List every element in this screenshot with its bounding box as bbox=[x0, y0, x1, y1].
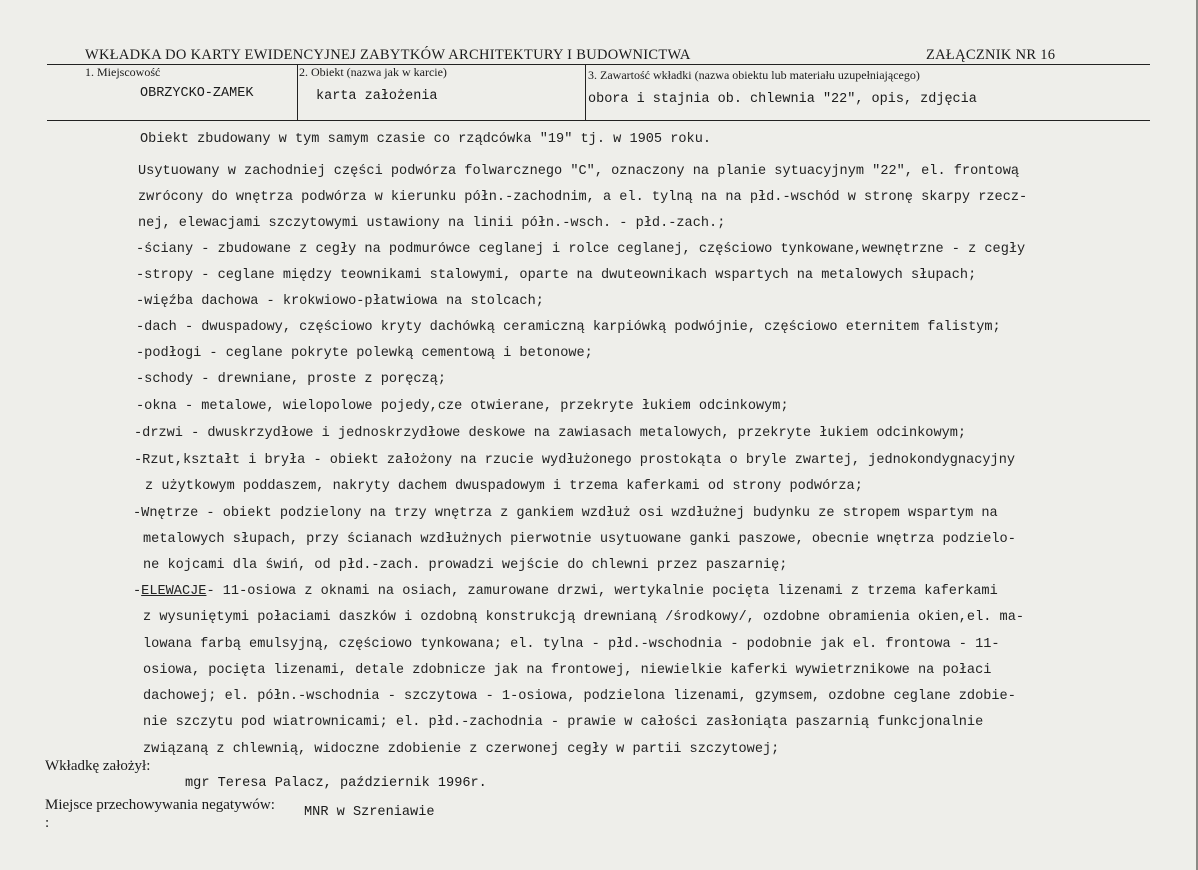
body-line: lowana farbą emulsyjną, częściowo tynkowana; el. tylna - płd.-wschodnia - podobnie jak el. frontowa - 11- bbox=[143, 637, 1000, 652]
body-line: z wysuniętymi połaciami daszków i ozdobną konstrukcją drewnianą /środkowy/, ozdobne obramienia okien,el. ma- bbox=[143, 610, 1025, 625]
object-label: 2. Obiekt (nazwa jak w karcie) bbox=[299, 65, 447, 79]
body-line: metalowych słupach, przy ścianach wzdłużnych pierwotnie usytuowane ganki paszowe, obecnie wnętrza podzielo- bbox=[143, 532, 1016, 547]
column-divider-1 bbox=[297, 64, 298, 120]
margin-mark: : bbox=[45, 815, 50, 831]
body-line: -dach - dwuspadowy, częściowo kryty dachówką ceramiczną karpiówką podwójnie, częściowo eternitem falistym; bbox=[136, 320, 1001, 335]
body-line: nej, elewacjami szczytowymi ustawiony na linii półn.-wsch. - płd.-zach.; bbox=[138, 216, 726, 231]
body-line: -drzwi - dwuskrzydłowe i jednoskrzydłowe deskowe na zawiasach metalowych, przekryte łukiem odcinkowym; bbox=[134, 426, 967, 441]
header-top-rule bbox=[47, 64, 1150, 65]
body-line: dachowej; el. półn.-wschodnia - szczytowa - 1-osiowa, podzielona lizenami, gzymsem, ozdobne ceglane zdobie- bbox=[143, 689, 1016, 704]
body-line: Usytuowany w zachodniej części podwórza folwarcznego "C", oznaczony na planie sytuacyjnym "22", el. frontową bbox=[138, 164, 1020, 179]
body-line: -okna - metalowe, wielopolowe pojedy,cze otwierane, przekryte łukiem odcinkowym; bbox=[136, 399, 789, 414]
content-value: obora i stajnia ob. chlewnia "22", opis, zdjęcia bbox=[588, 92, 977, 107]
body-line: -stropy - ceglane między teownikami stalowymi, oparte na dwuteownikach wspartych na metalowych słupach; bbox=[136, 268, 977, 283]
header-bottom-rule bbox=[47, 120, 1150, 121]
body-line: zwrócony do wnętrza podwórza w kierunku półn.-zachodnim, a el. tylną na na płd.-wschód w stronę skarpy rzecz- bbox=[138, 190, 1028, 205]
elevations-text: - 11-osiowa z oknami na osiach, zamurowane drzwi, wertykalnie pocięta lizenami z trzema kaferkami bbox=[206, 584, 998, 599]
locality-value: OBRZYCKO-ZAMEK bbox=[140, 86, 254, 101]
elevations-prefix: - bbox=[133, 584, 142, 599]
body-line: -Rzut,kształt i bryła - obiekt założony na rzucie wydłużonego prostokąta o bryle zwartej, jednokondygnacyjny bbox=[134, 453, 1016, 468]
body-line: ne kojcami dla świń, od płd.-zach. prowadzi wejście do chlewni przez paszarnię; bbox=[143, 558, 788, 573]
annex-number: ZAŁĄCZNIK NR 16 bbox=[926, 47, 1056, 63]
content-label: 3. Zawartość wkładki (nazwa obiektu lub materiału uzupełniającego) bbox=[588, 68, 920, 82]
body-line: -podłogi - ceglane pokryte polewką cementową i betonowe; bbox=[136, 346, 593, 361]
card-title: WKŁADKA DO KARTY EWIDENCYJNEJ ZABYTKÓW ARCHITEKTURY I BUDOWNICTWA bbox=[85, 47, 691, 63]
author-label: Wkładkę założył: bbox=[45, 758, 151, 774]
object-value: karta założenia bbox=[316, 89, 438, 104]
locality-label: 1. Miejscowość bbox=[85, 65, 161, 79]
elevations-line bbox=[133, 584, 998, 599]
body-line: z użytkowym poddaszem, nakryty dachem dwuspadowym i trzema kaferkami od strony podwórza; bbox=[145, 479, 863, 494]
body-line: -Wnętrze - obiekt podzielony na trzy wnętrza z gankiem wzdłuż osi wzdłużnej budynku ze stropem wspartym na bbox=[133, 506, 998, 521]
negatives-value: MNR w Szreniawie bbox=[304, 805, 435, 820]
body-line: osiowa, pocięta lizenami, detale zdobnicze jak na frontowej, niewielkie kaferki wywietrznikowe na połaci bbox=[143, 663, 992, 678]
body-line: -schody - drewniane, proste z poręczą; bbox=[136, 372, 446, 387]
body-line: nie szczytu pod wiatrownicami; el. płd.-zachodnia - prawie w całości zasłoniąta paszarnią funkcjonalnie bbox=[143, 715, 984, 730]
body-line: związaną z chlewnią, widoczne zdobienie z czerwonej cegły w partii szczytowej; bbox=[143, 742, 780, 757]
body-line: -ściany - zbudowane z cegły na podmurówce ceglanej i rolce ceglanej, częściowo tynkowane,wewnętrzne - z cegły bbox=[136, 242, 1026, 257]
negatives-label: Miejsce przechowywania negatywów: bbox=[45, 797, 275, 813]
body-line: -więźba dachowa - krokwiowo-płatwiowa na stolcach; bbox=[136, 294, 544, 309]
column-divider-2 bbox=[585, 64, 586, 120]
author-value: mgr Teresa Palacz, październik 1996r. bbox=[185, 776, 487, 791]
body-line: Obiekt zbudowany w tym samym czasie co rządcówka "19" tj. w 1905 roku. bbox=[140, 132, 712, 147]
elevations-heading: ELEWACJE bbox=[141, 584, 207, 599]
